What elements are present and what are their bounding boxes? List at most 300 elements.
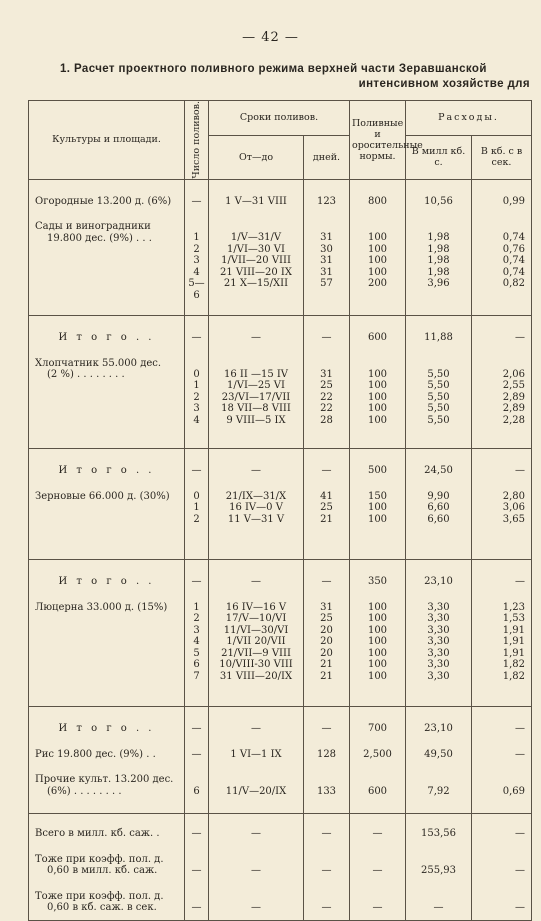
cub-cell-line: 3,06 (502, 502, 526, 514)
norm-cell (350, 707, 406, 735)
num-irrigations-cell-line: 4 (193, 414, 200, 426)
cub-cell-line: 0,74 (502, 232, 526, 244)
mln-cell-line: 3,30 (427, 613, 450, 625)
num-irrigations-cell-line: 3 (193, 255, 200, 267)
cub-cell-line: — (515, 723, 526, 735)
total-row (29, 449, 532, 477)
days-cell-line: 31 (320, 601, 333, 613)
num-irrigations-cell-line: 0 (193, 368, 200, 380)
norm-cell-line: 100 (367, 380, 388, 392)
days-cell-line: — (321, 902, 332, 914)
culture-cell-line: 0,60 в кб. саж. в сек. (47, 902, 157, 914)
spacer-cell (472, 914, 532, 921)
days-cell (304, 560, 350, 588)
table-caption (60, 62, 530, 92)
caption-line-2: интенсивном хозяйстве для (358, 78, 530, 90)
days-cell-line: 25 (320, 380, 333, 392)
norm-cell (350, 207, 406, 301)
spacer-cell (304, 914, 350, 921)
period-cell-line: 21/IX—31/X (225, 490, 287, 502)
num-irrigations-cell-line: — (191, 865, 202, 877)
norm-cell-line: 100 (367, 647, 388, 659)
days-cell-line: — (321, 865, 332, 877)
mln-cell-line: 7,92 (427, 785, 450, 797)
num-irrigations-cell (185, 179, 209, 207)
num-irrigations-cell-line: 3 (193, 403, 200, 415)
norm-cell-line: 100 (367, 601, 388, 613)
culture-cell-line: Тоже при коэфф. пол. д. (35, 890, 164, 902)
cub-cell (472, 477, 532, 526)
spacer-cell (472, 797, 532, 814)
num-irrigations-cell (185, 814, 209, 840)
spacer-cell (185, 301, 209, 316)
days-cell (304, 316, 350, 344)
cub-cell-line: 1,23 (502, 601, 526, 613)
mln-cell-line: 24,50 (424, 465, 453, 477)
num-irrigations-cell-line: — (191, 195, 202, 207)
culture-cell (29, 760, 185, 797)
period-cell-line: — (251, 576, 261, 588)
cub-cell (472, 707, 532, 735)
culture-cell-line: Всего в милл. кб. саж. . (35, 828, 160, 840)
culture-cell-line: Сады и виноградники (35, 221, 151, 233)
period-cell (209, 707, 304, 735)
norm-cell-line: 100 (367, 636, 388, 648)
num-irrigations-cell-line: — (191, 723, 202, 735)
mln-cell (406, 344, 472, 427)
num-irrigations-cell (185, 707, 209, 735)
num-irrigations-cell (185, 588, 209, 683)
cub-cell-line: — (515, 828, 526, 840)
norm-cell (350, 560, 406, 588)
num-irrigations-cell-line: 6 (193, 785, 200, 797)
norm-cell (350, 760, 406, 797)
period-cell-line: — (251, 465, 261, 477)
days-cell-line: — (321, 332, 332, 344)
norm-cell-line: 100 (367, 368, 388, 380)
period-cell-line: 11/V—20/IX (225, 785, 287, 797)
num-irrigations-cell-line: — (191, 465, 202, 477)
num-irrigations-cell (185, 760, 209, 797)
num-irrigations-cell-line: 4 (193, 266, 200, 278)
mln-cell (406, 560, 472, 588)
cub-cell-line: 2,89 (502, 403, 526, 415)
cub-cell (472, 344, 532, 427)
culture-cell-line: Тоже при коэфф. пол. д. (35, 853, 164, 865)
period-cell (209, 760, 304, 797)
spacer-row (29, 525, 532, 560)
norm-cell (350, 179, 406, 207)
period-cell-line: 1/VII 20/VII (226, 636, 286, 648)
spacer-cell (185, 682, 209, 707)
table-body (29, 179, 532, 920)
spacer-cell (304, 797, 350, 814)
period-cell-line: 10/VIII-30 VIII (219, 659, 293, 671)
spacer-cell (29, 525, 185, 560)
spacer-cell (406, 525, 472, 560)
norm-cell-line: 200 (367, 278, 388, 290)
culture-cell (29, 207, 185, 301)
spacer-cell (209, 525, 304, 560)
mln-cell-line: 5,50 (427, 391, 450, 403)
days-cell (304, 814, 350, 840)
header-terms: Сроки поливов. (209, 101, 350, 136)
num-irrigations-cell-line: 2 (193, 513, 200, 525)
culture-cell-line: (6%) . . . . . . . . (47, 785, 122, 797)
mln-cell-line: 3,96 (427, 278, 450, 290)
spacer-cell (350, 525, 406, 560)
header-expenses: Расходы. (406, 101, 532, 136)
mln-cell-line: 49,50 (424, 748, 453, 760)
num-irrigations-cell-line: — (191, 748, 202, 760)
days-cell (304, 840, 350, 877)
num-irrigations-cell (185, 735, 209, 761)
num-irrigations-cell-line: 6 (193, 659, 200, 671)
mln-cell-line: 3,30 (427, 647, 450, 659)
period-cell-line: 11/VI—30/VI (223, 624, 289, 636)
period-cell-line: 31 VIII—20/IX (219, 670, 293, 682)
period-cell-line: 16 IV—0 V (229, 502, 283, 514)
cub-cell-line: 0,69 (502, 785, 526, 797)
period-cell (209, 207, 304, 301)
cub-cell-line: 0,74 (502, 255, 526, 267)
mln-cell-line: 23,10 (424, 576, 453, 588)
caption-line-1: 1. Расчет проектного поливного режима верхней части Зеравшанской (60, 63, 487, 75)
mln-cell-line: 1,98 (427, 232, 450, 244)
spacer-cell (29, 914, 185, 921)
header-days: дней. (304, 135, 350, 179)
spacer-cell (350, 426, 406, 449)
days-cell-line: 25 (320, 502, 333, 514)
culture-cell (29, 179, 185, 207)
norm-cell-line: — (372, 865, 383, 877)
irrigation-table (28, 100, 532, 921)
days-cell-line: 31 (320, 368, 333, 380)
culture-cell-line: Хлопчатник 55.000 дес. (35, 357, 162, 369)
norm-cell-line: 100 (367, 624, 388, 636)
spacer-cell (350, 682, 406, 707)
mln-cell (406, 179, 472, 207)
days-cell-line: 21 (320, 513, 333, 525)
spacer-cell (209, 797, 304, 814)
culture-cell-line: Огородные 13.200 д. (6%) (35, 195, 172, 207)
culture-cell (29, 316, 185, 344)
cub-cell (472, 760, 532, 797)
cub-cell-line: 1,91 (502, 624, 526, 636)
spacer-cell (304, 301, 350, 316)
mln-cell-line: 1,98 (427, 243, 450, 255)
cub-cell-line: 0,82 (502, 278, 526, 290)
table-row (29, 877, 532, 914)
num-irrigations-cell-line: 4 (193, 636, 200, 648)
period-cell-line: 16 IV—16 V (225, 601, 287, 613)
norm-cell-line: 500 (367, 465, 388, 477)
period-cell-line: 18 VII—8 VIII (221, 403, 291, 415)
days-cell (304, 179, 350, 207)
days-cell-line: 22 (320, 403, 333, 415)
cub-cell (472, 316, 532, 344)
num-irrigations-cell-line: 7 (193, 670, 200, 682)
spacer-cell (29, 797, 185, 814)
table-row (29, 760, 532, 797)
num-irrigations-cell (185, 560, 209, 588)
period-cell (209, 877, 304, 914)
period-cell-line: 1/VI—25 VI (227, 380, 285, 392)
period-cell (209, 814, 304, 840)
num-irrigations-cell-line: 0 (193, 490, 200, 502)
culture-cell-line: И т о г о . . (58, 332, 155, 344)
norm-cell-line: 100 (367, 243, 388, 255)
table-row (29, 840, 532, 877)
days-cell (304, 760, 350, 797)
mln-cell-line: 3,30 (427, 659, 450, 671)
mln-cell (406, 735, 472, 761)
cub-cell-line: — (515, 332, 526, 344)
spacer-cell (185, 525, 209, 560)
mln-cell-line: 255,93 (421, 865, 456, 877)
days-cell-line: 22 (320, 391, 333, 403)
mln-cell (406, 877, 472, 914)
num-irrigations-cell-line: 1 (193, 232, 200, 244)
mln-cell-line: 23,10 (424, 723, 453, 735)
cub-cell-line: 2,55 (502, 380, 526, 392)
mln-cell (406, 814, 472, 840)
mln-cell (406, 760, 472, 797)
mln-cell-line: 9,90 (427, 490, 450, 502)
norm-cell (350, 814, 406, 840)
mln-cell-line: 3,30 (427, 636, 450, 648)
days-cell (304, 735, 350, 761)
period-cell (209, 316, 304, 344)
norm-cell (350, 877, 406, 914)
days-cell (304, 588, 350, 683)
mln-cell-line: 1,98 (427, 266, 450, 278)
cub-cell-line: 1,91 (502, 636, 526, 648)
table-row (29, 477, 532, 526)
cub-cell-line: 2,28 (502, 414, 526, 426)
cub-cell-line: 0,99 (502, 195, 526, 207)
cub-cell-line: — (515, 576, 526, 588)
num-irrigations-cell-line: — (191, 902, 202, 914)
table-row (29, 179, 532, 207)
cub-cell-line: — (515, 748, 526, 760)
spacer-cell (209, 301, 304, 316)
culture-cell (29, 707, 185, 735)
table-row (29, 207, 532, 301)
norm-cell-line: 100 (367, 502, 388, 514)
culture-cell (29, 344, 185, 427)
spacer-cell (472, 525, 532, 560)
period-cell-line: 1/VII—20 VIII (221, 255, 291, 267)
culture-cell-line: (2 %) . . . . . . . . (47, 369, 125, 381)
header-norms: Поливные и оросительные нормы. (350, 101, 406, 180)
num-irrigations-cell-line: 5 (193, 647, 200, 659)
spacer-cell (29, 426, 185, 449)
mln-cell-line: 3,30 (427, 670, 450, 682)
days-cell-line: 30 (320, 243, 333, 255)
mln-cell-line: 1,98 (427, 255, 450, 267)
norm-cell-line: 100 (367, 391, 388, 403)
cub-cell-line: 2,80 (502, 490, 526, 502)
period-cell-line: 23/VI—17/VII (221, 391, 291, 403)
num-irrigations-cell (185, 344, 209, 427)
cub-cell-line: 1,82 (502, 670, 526, 682)
norm-cell (350, 316, 406, 344)
cub-cell-line: — (515, 865, 526, 877)
days-cell-line: 128 (316, 748, 337, 760)
norm-cell-line: 100 (367, 403, 388, 415)
period-cell-line: 1/V—31/V (230, 232, 282, 244)
norm-cell-line: 100 (367, 613, 388, 625)
norm-cell-line: 150 (367, 490, 388, 502)
period-cell-line: 21 VIII—20 IX (220, 266, 292, 278)
norm-cell-line: 2,500 (363, 748, 392, 760)
spacer-row (29, 797, 532, 814)
period-cell-line: 17/V—10/VI (225, 613, 287, 625)
spacer-cell (29, 301, 185, 316)
days-cell-line: 31 (320, 232, 333, 244)
spacer-cell (304, 525, 350, 560)
mln-cell-line: 3,30 (427, 624, 450, 636)
mln-cell-line: 153,56 (421, 828, 456, 840)
spacer-cell (406, 914, 472, 921)
days-cell-line: 25 (320, 613, 333, 625)
mln-cell (406, 840, 472, 877)
spacer-cell (406, 797, 472, 814)
days-cell-line: — (321, 465, 332, 477)
mln-cell-line: 5,50 (427, 403, 450, 415)
header-from-to: От—до (209, 135, 304, 179)
period-cell-line: 1/VI—30 VI (227, 243, 285, 255)
header-cub: В кб. с в сек. (472, 135, 532, 179)
culture-cell-line: 19.800 дес. (9%) . . . (47, 232, 152, 244)
norm-cell (350, 840, 406, 877)
cub-cell (472, 588, 532, 683)
spacer-cell (29, 682, 185, 707)
days-cell (304, 207, 350, 301)
days-cell-line: 20 (320, 636, 333, 648)
cub-cell (472, 877, 532, 914)
days-cell (304, 877, 350, 914)
norm-cell-line: — (372, 828, 383, 840)
num-irrigations-cell-line: — (191, 828, 202, 840)
culture-cell (29, 877, 185, 914)
culture-cell-line: И т о г о . . (58, 576, 155, 588)
norm-cell-line: 100 (367, 266, 388, 278)
spacer-cell (472, 682, 532, 707)
spacer-cell (304, 682, 350, 707)
days-cell-line: 21 (320, 659, 333, 671)
norm-cell (350, 588, 406, 683)
norm-cell (350, 449, 406, 477)
period-cell-line: — (251, 902, 261, 914)
spacer-cell (406, 426, 472, 449)
culture-cell (29, 477, 185, 526)
page-number: — 42 — (242, 30, 299, 45)
cub-cell-line: — (515, 465, 526, 477)
culture-cell (29, 840, 185, 877)
days-cell-line: 31 (320, 266, 333, 278)
period-cell (209, 344, 304, 427)
spacer-row (29, 914, 532, 921)
norm-cell-line: 100 (367, 659, 388, 671)
norm-cell-line: 100 (367, 255, 388, 267)
mln-cell (406, 588, 472, 683)
period-cell-line: — (251, 723, 261, 735)
num-irrigations-cell (185, 449, 209, 477)
days-cell (304, 477, 350, 526)
period-cell (209, 449, 304, 477)
days-cell-line: — (321, 828, 332, 840)
num-irrigations-cell-line: 5—6 (188, 278, 205, 301)
mln-cell-line: — (433, 902, 444, 914)
cub-cell (472, 179, 532, 207)
culture-cell-line: Зерновые 66.000 д. (30%) (35, 490, 170, 502)
spacer-cell (406, 682, 472, 707)
mln-cell-line: 10,56 (424, 195, 453, 207)
cub-cell-line: 1,82 (502, 659, 526, 671)
table-row (29, 735, 532, 761)
spacer-row (29, 682, 532, 707)
period-cell (209, 560, 304, 588)
total-row (29, 560, 532, 588)
mln-cell-line: 5,50 (427, 368, 450, 380)
period-cell (209, 735, 304, 761)
cub-cell (472, 207, 532, 301)
spacer-cell (472, 426, 532, 449)
mln-cell-line: 6,60 (427, 502, 450, 514)
mln-cell-line: 5,50 (427, 380, 450, 392)
cub-cell-line: — (515, 902, 526, 914)
cub-cell-line: 1,53 (502, 613, 526, 625)
mln-cell (406, 449, 472, 477)
days-cell-line: — (321, 576, 332, 588)
num-irrigations-cell-line: 1 (193, 601, 200, 613)
culture-cell (29, 588, 185, 683)
cub-cell-line: 0,74 (502, 266, 526, 278)
norm-cell-line: 700 (367, 723, 388, 735)
num-irrigations-cell (185, 477, 209, 526)
table-row (29, 588, 532, 683)
num-irrigations-cell (185, 840, 209, 877)
cub-cell-line: 0,76 (502, 243, 526, 255)
total-row (29, 707, 532, 735)
days-cell-line: 41 (320, 490, 333, 502)
period-cell-line: 11 V—31 V (227, 513, 285, 525)
days-cell-line: 20 (320, 647, 333, 659)
cub-cell (472, 560, 532, 588)
period-cell (209, 477, 304, 526)
culture-cell-line: И т о г о . . (58, 723, 155, 735)
days-cell-line: 28 (320, 414, 333, 426)
mln-cell (406, 707, 472, 735)
spacer-cell (185, 426, 209, 449)
culture-cell-line: Рис 19.800 дес. (9%) . . (35, 748, 156, 760)
mln-cell (406, 316, 472, 344)
cub-cell (472, 840, 532, 877)
days-cell-line: 20 (320, 624, 333, 636)
cub-cell (472, 449, 532, 477)
culture-cell (29, 814, 185, 840)
norm-cell-line: 600 (367, 785, 388, 797)
norm-cell-line: 100 (367, 513, 388, 525)
period-cell-line: 9 VIII—5 IX (226, 414, 286, 426)
days-cell (304, 344, 350, 427)
culture-cell (29, 735, 185, 761)
norm-cell-line: 350 (367, 576, 388, 588)
cub-cell-line: 2,06 (502, 368, 526, 380)
num-irrigations-cell-line: 2 (193, 391, 200, 403)
